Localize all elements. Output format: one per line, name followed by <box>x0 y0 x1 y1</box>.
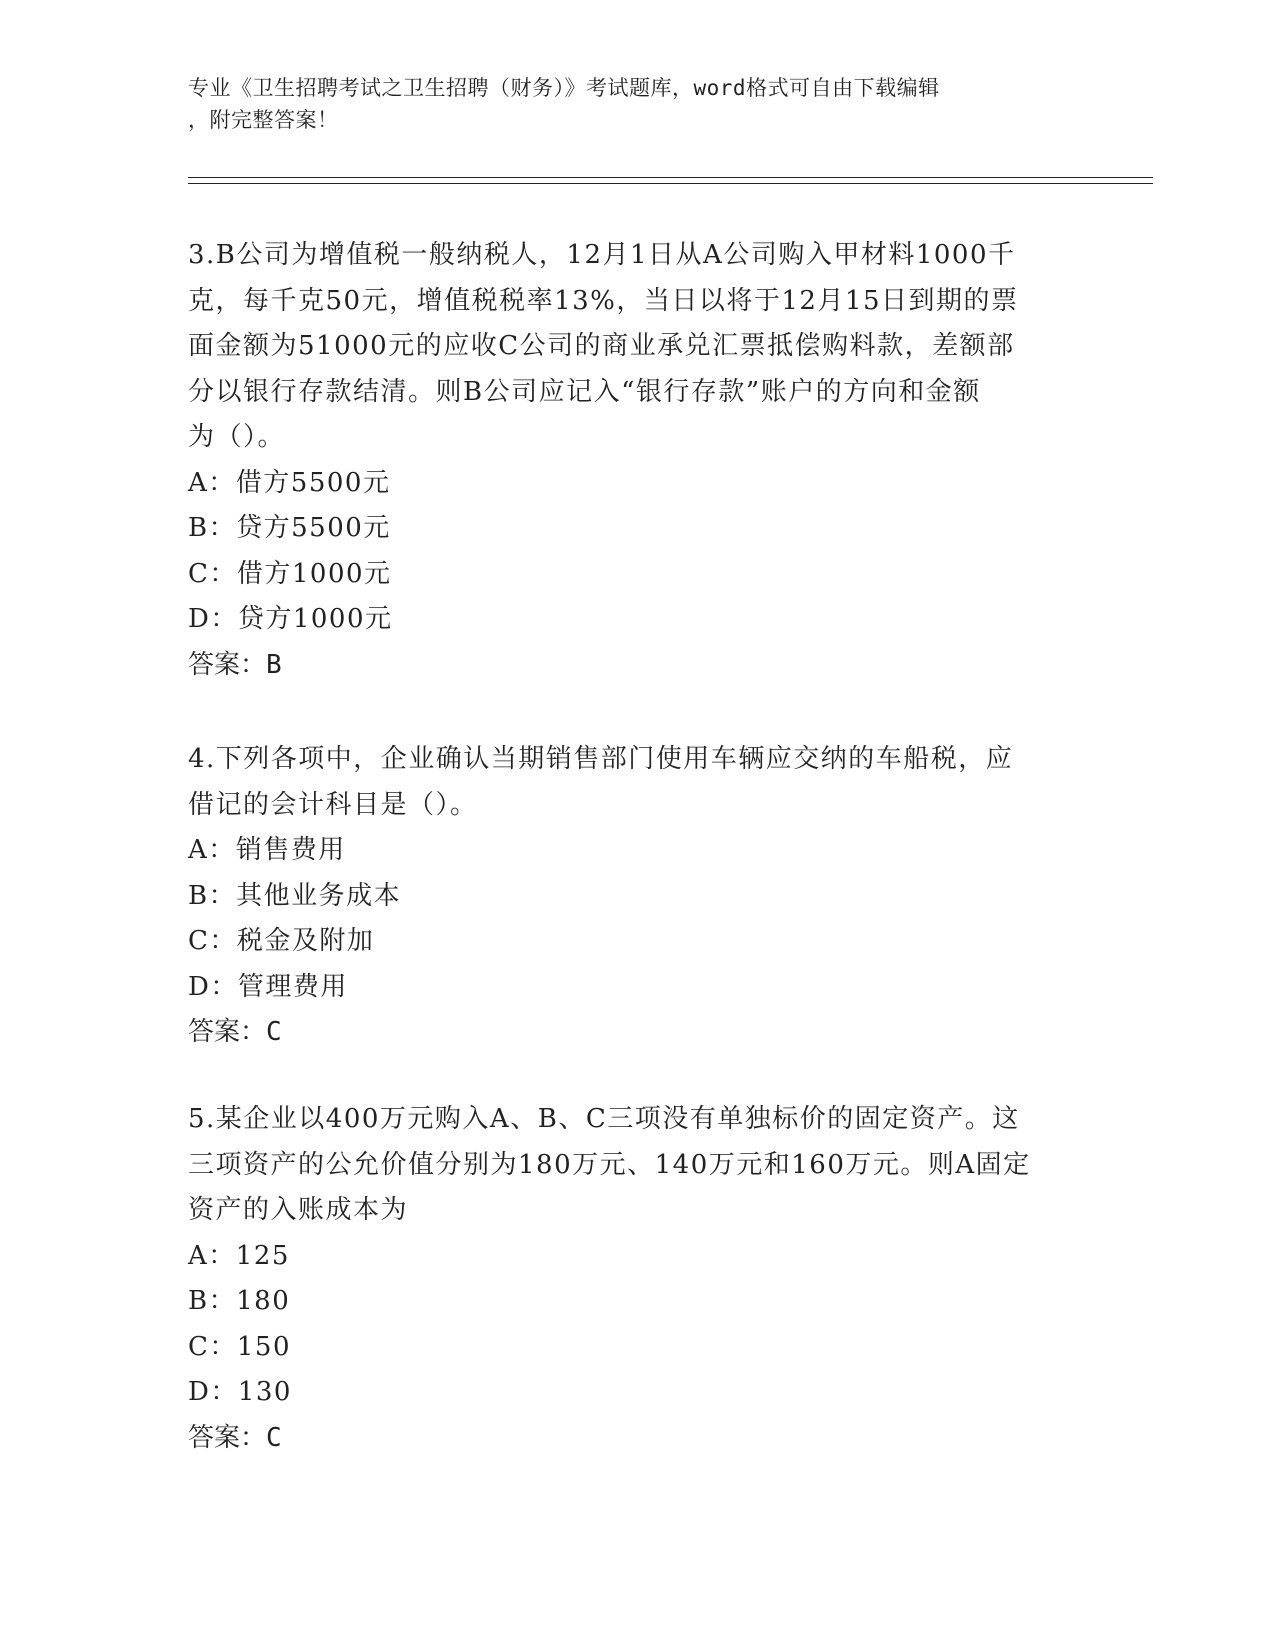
answer-line: 答案：C <box>188 1422 282 1453</box>
answer-line: 答案：B <box>188 649 282 680</box>
header-divider-bottom <box>188 183 1153 184</box>
option-b: B：贷方5500元 <box>188 513 391 543</box>
header-divider-top <box>188 177 1153 178</box>
option-c: C：税金及附加 <box>188 926 375 956</box>
question-stem-line: 分以银行存款结清。则B公司应记入“银行存款”账户的方向和金额 <box>188 376 981 407</box>
question-5 <box>188 1097 1088 1461</box>
question-stem-line: 面金额为51000元的应收C公司的商业承兑汇票抵偿购料款，差额部 <box>188 331 1015 361</box>
question-stem-line: 借记的会计科目是（）。 <box>188 789 478 820</box>
option-d: D：管理费用 <box>188 971 348 1002</box>
document-header <box>188 72 1088 136</box>
question-stem-line: 克，每千克50元，增值税税率13%，当日以将于12月15日到期的票 <box>188 285 1019 316</box>
option-c: C：150 <box>188 1331 292 1362</box>
answer-line: 答案：C <box>188 1017 282 1047</box>
question-stem-line: 3.B公司为增值税一般纳税人，12月1日从A公司购入甲材料1000千 <box>188 240 1016 270</box>
question-stem-line: 4.下列各项中，企业确认当期销售部门使用车辆应交纳的车船税，应 <box>188 744 1014 774</box>
option-a: A：借方5500元 <box>188 467 391 498</box>
option-c: C：借方1000元 <box>188 558 392 589</box>
question-stem-line: 资产的入账成本为 <box>188 1195 409 1225</box>
option-a: A：125 <box>188 1240 290 1271</box>
option-b: B：其他业务成本 <box>188 880 402 911</box>
question-4 <box>188 737 1088 1056</box>
header-line-2: ，附完整答案！ <box>188 108 339 132</box>
question-3 <box>188 233 1088 688</box>
question-stem-line: 三项资产的公允价值分别为180万元、140万元和160万元。则A固定 <box>188 1149 1031 1180</box>
option-d: D：130 <box>188 1377 292 1407</box>
option-b: B：180 <box>188 1286 291 1316</box>
question-stem-line: 为（）。 <box>188 422 286 452</box>
option-d: D：贷方1000元 <box>188 604 393 634</box>
header-line-1: 专业《卫生招聘考试之卫生招聘（财务）》考试题库，word格式可自由下载编辑 <box>188 76 940 100</box>
option-a: A：销售费用 <box>188 835 346 865</box>
question-stem-line: 5.某企业以400万元购入A、B、C三项没有单独标价的固定资产。这 <box>188 1104 1020 1134</box>
